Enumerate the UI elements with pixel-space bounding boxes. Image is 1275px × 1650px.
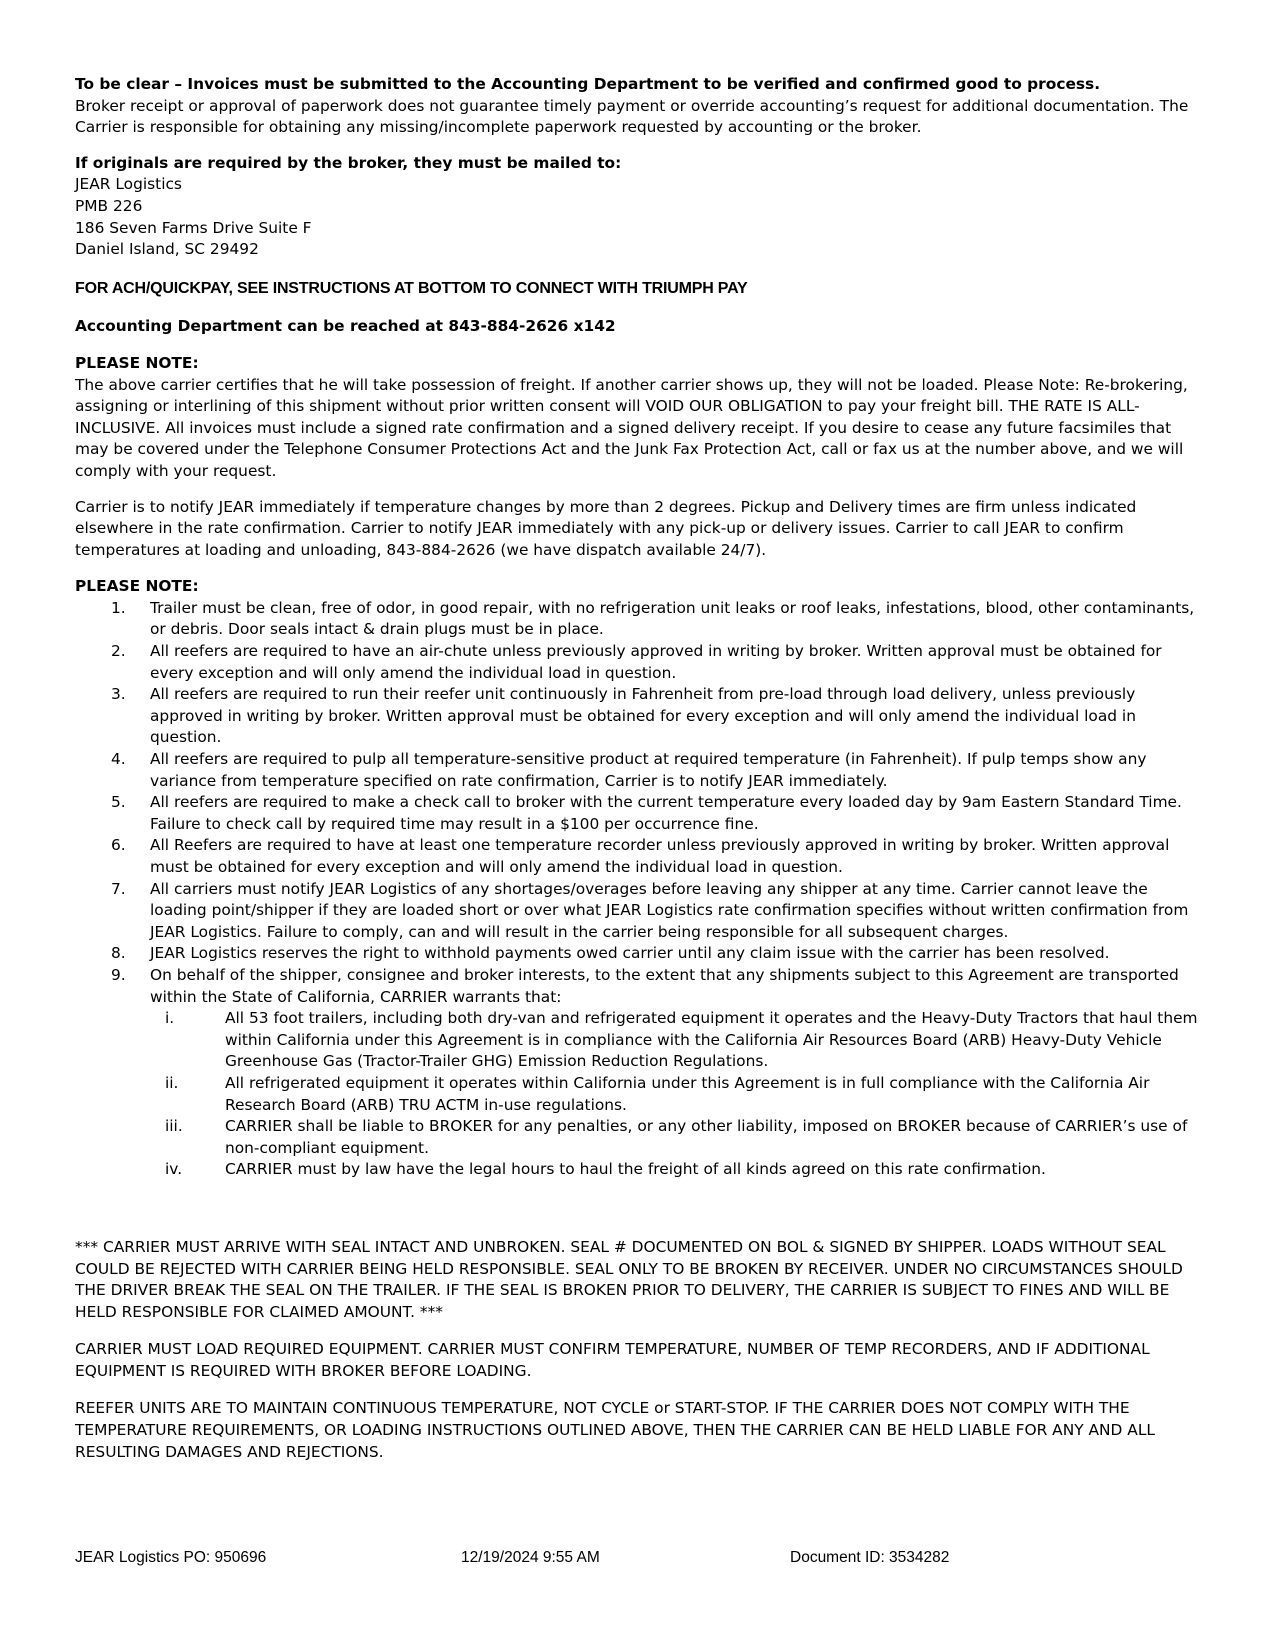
invoice-body: Broker receipt or approval of paperwork does not guarantee timely payment or override accounting’s request for additional documentation. The Carrier is responsible for obtaining any missing/incomplete paperwork requested by accounting or the broker. <box>75 96 1189 137</box>
sublist-item-text: CARRIER shall be liable to BROKER for any penalties, or any other liability, imposed on BROKER because of CARRIER’s use of non-compliant equipment. <box>225 1117 1188 1157</box>
list-number: 8. <box>111 944 126 963</box>
address-line: PMB 226 <box>75 196 143 215</box>
list-item-text: All Reefers are required to have at least one temperature recorder unless previously approved in writing by broker. Written approval must be obtained for every exception and will only amend the individual load in question. <box>150 836 1170 876</box>
page-footer <box>75 1549 1205 1571</box>
footer-datetime: 12/19/2024 9:55 AM <box>461 1549 600 1566</box>
accounting-contact: Accounting Department can be reached at 843-884-2626 x142 <box>75 317 616 336</box>
list-item <box>75 965 1205 1181</box>
list-number: 5. <box>111 793 126 812</box>
list-item <box>75 792 1205 835</box>
list-item-text: All reefers are required to make a check call to broker with the current temperature every loaded day by 9am Eastern Standard Time. Failure to check call by required time may result in a $100 per occurrence fine. <box>150 793 1182 833</box>
sublist-number: iv. <box>165 1160 183 1179</box>
california-sublist <box>150 1008 1205 1181</box>
list-number: 2. <box>111 642 126 661</box>
sublist-item <box>150 1073 1205 1116</box>
list-item-text: On behalf of the shipper, consignee and broker interests, to the extent that any shipments subject to this Agreement are transported within the State of California, CARRIER warrants that: <box>150 965 1179 1006</box>
sublist-number: iii. <box>165 1117 183 1136</box>
originals-heading: If originals are required by the broker, they must be mailed to: <box>75 153 622 172</box>
list-number: 9. <box>111 965 126 984</box>
sublist-item-text: All refrigerated equipment it operates within California under this Agreement is in full compliance with the California Air Research Board (ARB) TRU ACTM in-use regulations. <box>225 1073 1150 1114</box>
address-line: 186 Seven Farms Drive Suite F <box>75 218 312 237</box>
sublist-item <box>150 1159 1205 1181</box>
list-item-text: All reefers are required to pulp all temperature-sensitive product at required temperature (in Fahrenheit). If pulp temps show any variance from temperature specified on rate confirmation, Carrier is to notify JEAR immediately. <box>150 750 1147 790</box>
sublist-item <box>150 1116 1205 1159</box>
list-item-text: All reefers are required to run their reefer unit continuously in Fahrenheit from pre-load through load delivery, unless previously approved in writing by broker. Written approval must be obtained for every exception and will only amend the individual load in question. <box>150 685 1136 747</box>
footer-document-id: Document ID: 3534282 <box>790 1549 950 1566</box>
list-item <box>75 598 1205 641</box>
list-number: 3. <box>111 685 126 704</box>
list-item-text: Trailer must be clean, free of odor, in good repair, with no refrigeration unit leaks or roof leaks, infestations, blood, other contaminants, or debris. Door seals intact & drain plugs must be in place. <box>150 598 1195 639</box>
ach-notice: FOR ACH/QUICKPAY, SEE INSTRUCTIONS AT BOTTOM TO CONNECT WITH TRIUMPH PAY <box>75 279 748 297</box>
sublist-number: ii. <box>165 1073 179 1092</box>
address-line: JEAR Logistics <box>75 175 182 194</box>
seal-paragraph: *** CARRIER MUST ARRIVE WITH SEAL INTACT AND UNBROKEN. SEAL # DOCUMENTED ON BOL & SIGNED BY SHIPPER. LOADS WITHOUT SEAL COULD BE REJECTED WITH CARRIER BEING HELD RESPONSIBLE. SEAL ONLY TO BE BROKEN BY RECEIVER. UNDER NO CIRCUMSTANCES SHOULD THE DRIVER BREAK THE SEAL ON THE TRAILER. IF THE SEAL IS BROKEN PRIOR TO DELIVERY, THE CARRIER IS SUBJECT TO FINES AND WILL BE HELD RESPONSIBLE FOR CLAIMED AMOUNT. *** <box>75 1237 1183 1321</box>
list-item <box>75 749 1205 792</box>
sublist-item-text: CARRIER must by law have the legal hours to haul the freight of all kinds agreed on this rate confirmation. <box>225 1160 1046 1179</box>
list-item <box>75 879 1205 944</box>
list-number: 4. <box>111 750 126 769</box>
temperature-paragraph: Carrier is to notify JEAR immediately if temperature changes by more than 2 degrees. Pickup and Delivery times are firm unless indicated elsewhere in the rate confirmation. Carrier to notify JEAR immediately with any pick-up or delivery issues. Carrier to call JEAR to confirm temperatures at loading and unloading, 843-884-2626 (we have dispatch available 24/7). <box>75 497 1137 559</box>
list-item <box>75 835 1205 878</box>
list-item-text: All carriers must notify JEAR Logistics of any shortages/overages before leaving any shipper at any time. Carrier cannot leave the loading point/shipper if they are loaded short or over what JEAR Logistics rate confirmation specifies without written confirmation from JEAR Logistics. Failure to comply, can and will result in the carrier being responsible for all subsequent charges. <box>150 879 1189 941</box>
list-item-text: All reefers are required to have an air-chute unless previously approved in writing by broker. Written approval must be obtained for every exception and will only amend the individual load in question. <box>150 642 1162 682</box>
sublist-number: i. <box>165 1009 175 1028</box>
list-item <box>75 684 1205 749</box>
please-note-heading-2: PLEASE NOTE: <box>75 577 199 596</box>
list-item <box>75 943 1205 965</box>
reefer-units-paragraph: REEFER UNITS ARE TO MAINTAIN CONTINUOUS TEMPERATURE, NOT CYCLE or START-STOP. IF THE CARRIER DOES NOT COMPLY WITH THE TEMPERATURE REQUIREMENTS, OR LOADING INSTRUCTIONS OUTLINED ABOVE, THEN THE CARRIER CAN BE HELD LIABLE FOR ANY AND ALL RESULTING DAMAGES AND REJECTIONS. <box>75 1399 1155 1461</box>
list-number: 6. <box>111 836 126 855</box>
sublist-item-text: All 53 foot trailers, including both dry-van and refrigerated equipment it operates and the Heavy-Duty Tractors that haul them within California under this Agreement is in compliance with the California Air Resources Board (ARB) Heavy-Duty Vehicle Greenhouse Gas (Tractor-Trailer GHG) Emission Reduction Regulations. <box>225 1009 1198 1071</box>
sublist-item <box>150 1008 1205 1073</box>
list-item-text: JEAR Logistics reserves the right to withhold payments owed carrier until any claim issue with the carrier has been resolved. <box>150 944 1110 963</box>
please-note-body: The above carrier certifies that he will take possession of freight. If another carrier shows up, they will not be loaded. Please Note: Re-brokering, assigning or interlining of this shipment without prior written consent will VOID OUR OBLIGATION to pay your freight bill. THE RATE IS ALL-INCLUSIVE. All invoices must include a signed rate confirmation and a signed delivery receipt. If you desire to cease any future facsimiles that may be covered under the Telephone Consumer Protections Act and the Junk Fax Protection Act, call or fax us at the number above, and we will comply with your request. <box>75 375 1188 480</box>
address-line: Daniel Island, SC 29492 <box>75 240 259 259</box>
mailing-address <box>75 174 1205 260</box>
please-note-heading: PLEASE NOTE: <box>75 353 199 372</box>
requirements-list <box>75 598 1205 1181</box>
list-number: 7. <box>111 879 126 898</box>
list-item <box>75 641 1205 684</box>
invoice-heading: To be clear – Invoices must be submitted to the Accounting Department to be verified and confirmed good to process. <box>75 75 1101 93</box>
footer-po: JEAR Logistics PO: 950696 <box>75 1549 267 1566</box>
list-number: 1. <box>111 598 126 617</box>
equipment-paragraph: CARRIER MUST LOAD REQUIRED EQUIPMENT. CARRIER MUST CONFIRM TEMPERATURE, NUMBER OF TEMP RECORDERS, AND IF ADDITIONAL EQUIPMENT IS REQUIRED WITH BROKER BEFORE LOADING. <box>75 1340 1150 1380</box>
document-page <box>75 74 1205 1463</box>
